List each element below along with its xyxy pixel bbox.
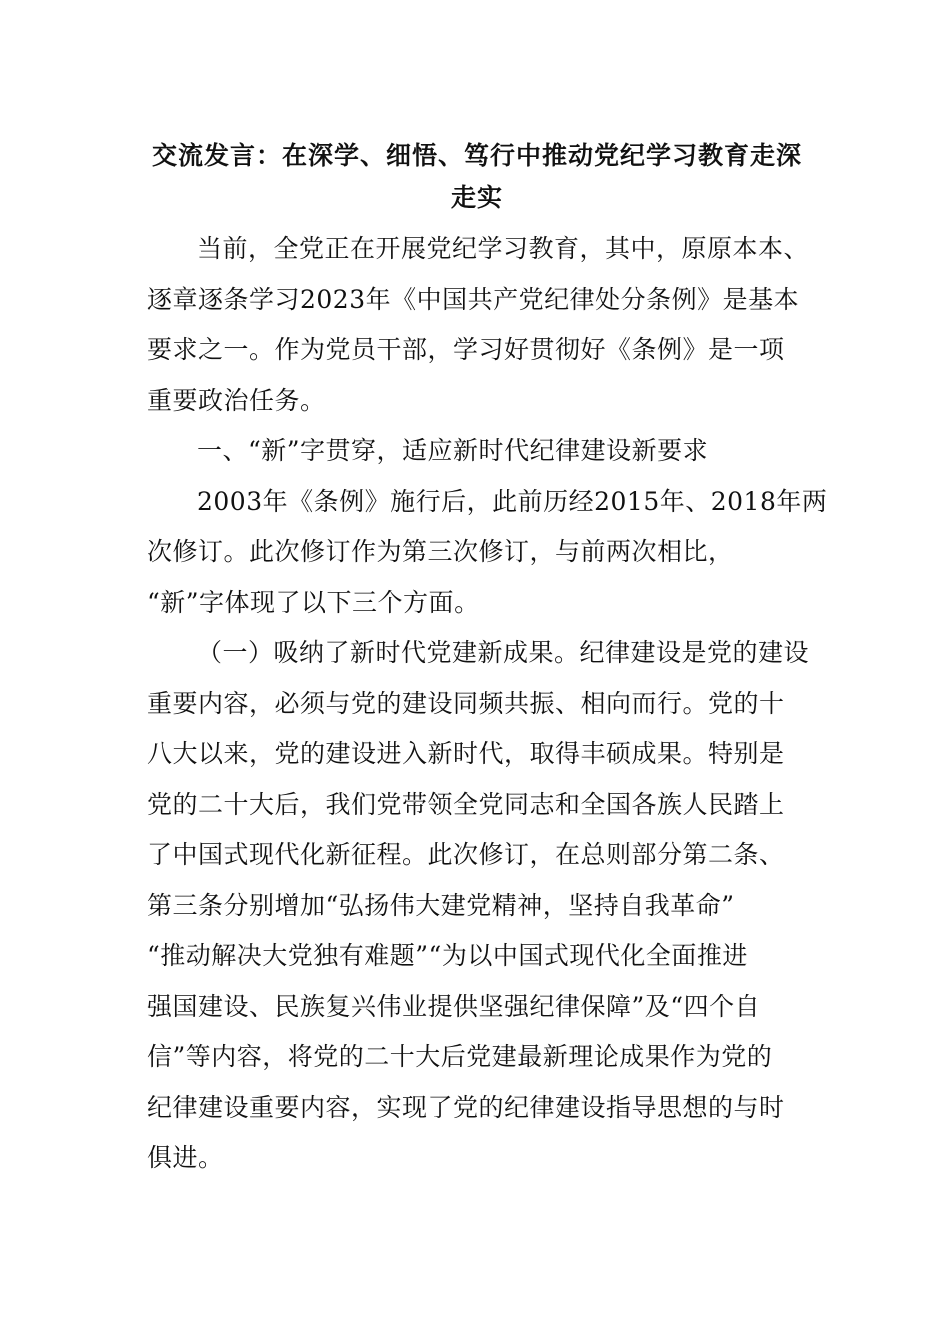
text-line: 逐章逐条学习2023年《中国共产党纪律处分条例》是基本	[147, 284, 800, 314]
text-line: 重要内容，必须与党的建设同频共振、相向而行。党的十	[147, 688, 785, 718]
section-heading	[147, 426, 807, 477]
text-line: 了中国式现代化新征程。此次修订，在总则部分第二条、	[147, 840, 785, 869]
history-paragraph	[147, 477, 828, 629]
text-line: 一、“新”字贯穿，适应新时代纪律建设新要求	[197, 436, 709, 465]
intro-paragraph	[147, 224, 810, 426]
text-line: 八大以来，党的建设进入新时代，取得丰硕成果。特别是	[147, 739, 785, 768]
text-line: 信”等内容，将党的二十大后党建最新理论成果作为党的	[147, 1042, 773, 1071]
text-line: 2003年《条例》施行后，此前历经2015年、2018年两	[197, 486, 828, 516]
text-line: （一）吸纳了新时代党建新成果。纪律建设是党的建设	[197, 638, 810, 667]
title-line: 交流发言：在深学、细悟、笃行中推动党纪学习教育走深	[151, 141, 802, 170]
text-line: 强国建设、民族复兴伟业提供坚强纪律保障”及“四个自	[147, 991, 761, 1021]
text-line: 当前，全党正在开展党纪学习教育，其中，原原本本、	[197, 234, 810, 263]
document-title	[147, 135, 807, 219]
title-line: 走实	[450, 183, 503, 212]
text-line: 俱进。	[147, 1143, 224, 1172]
document-page	[147, 135, 828, 1184]
text-line: “推动解决大党独有难题”“为以中国式现代化全面推进	[147, 941, 748, 970]
text-line: 纪律建设重要内容，实现了党的纪律建设指导思想的与时	[147, 1092, 785, 1122]
subsection-paragraph	[147, 628, 810, 1184]
text-line: 重要政治任务。	[147, 385, 326, 415]
text-line: 党的二十大后，我们党带领全党同志和全国各族人民踏上	[147, 789, 785, 819]
text-line: 要求之一。作为党员干部，学习好贯彻好《条例》是一项	[147, 335, 785, 364]
text-line: 第三条分别增加“弘扬伟大建党精神，坚持自我革命”	[147, 890, 735, 920]
text-line: 次修订。此次修订作为第三次修订，与前两次相比，	[147, 537, 734, 566]
text-line: “新”字体现了以下三个方面。	[147, 587, 480, 617]
